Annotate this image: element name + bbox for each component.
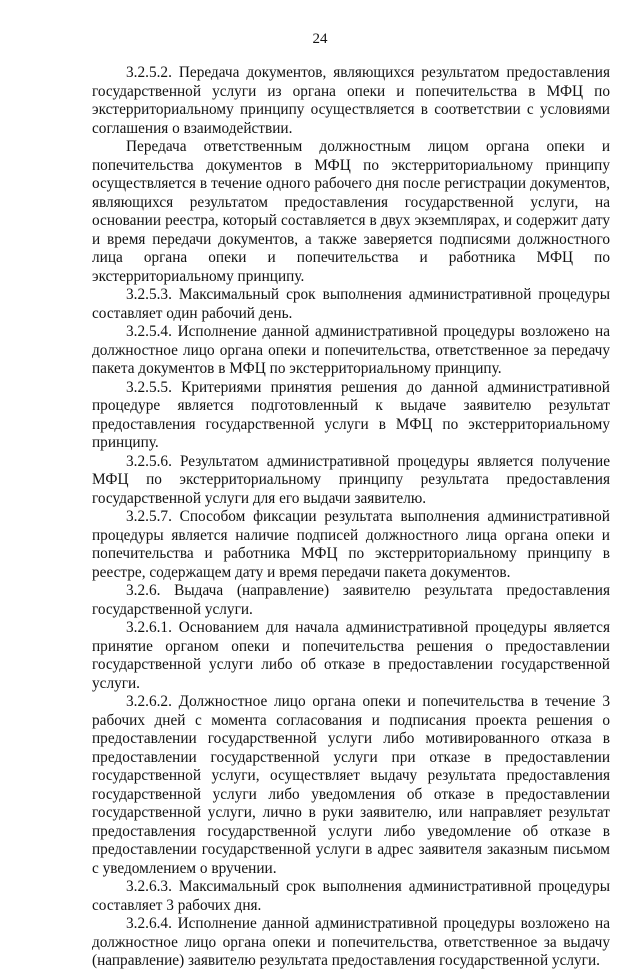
paragraph-transfer-details: Передача ответственным должностным лицом органа опеки и попечительства документов в МФЦ по экстерриториальному принципу осуществляется в течение одного рабочего дня после регистрации документов, являющихся результатом предоставления государственной услуги, на основании реестра, который составляется в двух экземплярах, и содержит дату и время передачи документов, а также заверяется подписями должностного лица органа опеки и попечительства и работника МФЦ по экстерриториальному принципу. xyxy=(92,138,610,285)
paragraph-3-2-5-3: 3.2.5.3. Максимальный срок выполнения административной процедуры составляет один рабочий день. xyxy=(92,286,610,322)
document-body xyxy=(92,64,610,971)
paragraph-3-2-5-5: 3.2.5.5. Критериями принятия решения до данной административной процедуре является подготовленный к выдаче заявителю результат предоставления государственной услуги в МФЦ по экстерриториальному принципу. xyxy=(92,378,610,451)
paragraph-3-2-5-7: 3.2.5.7. Способом фиксации результата выполнения административной процедуры является наличие подписей должностного лица органа опеки и попечительства и работника МФЦ по экстерриториальному принципу в реестре, содержащем дату и время передачи пакета документов. xyxy=(92,508,610,581)
paragraph-3-2-5-6: 3.2.5.6. Результатом административной процедуры является получение МФЦ по экстерриториальному принципу результата предоставления государственной услуги для его выдачи заявителю. xyxy=(92,452,610,507)
paragraph-3-2-5-4: 3.2.5.4. Исполнение данной административной процедуры возложено на должностное лицо органа опеки и попечительства, ответственное за передачу пакета документов в МФЦ по экстерриториальному принципу. xyxy=(92,323,610,377)
paragraph-3-2-5-2: 3.2.5.2. Передача документов, являющихся результатом предоставления государственной услуги из органа опеки и попечительства в МФЦ по экстерриториальному принципу осуществляется в соответствии с условиями соглашения о взаимодействии. xyxy=(92,64,610,137)
paragraph-3-2-6-3: 3.2.6.3. Максимальный срок выполнения административной процедуры составляет 3 рабочих дня. xyxy=(92,878,610,914)
paragraph-3-2-6-4: 3.2.6.4. Исполнение данной административной процедуры возложено на должностное лицо органа опеки и попечительства, ответственное за выдачу (направление) заявителю результата предоставления государственной услуги. xyxy=(92,915,610,969)
paragraph-3-2-6-1: 3.2.6.1. Основанием для начала административной процедуры является принятие органом опеки и попечительства решения о предоставлении государственной услуги либо об отказе в предоставлении государственной услуги. xyxy=(92,619,610,692)
paragraph-3-2-6-2: 3.2.6.2. Должностное лицо органа опеки и попечительства в течение 3 рабочих дней с момента согласования и подписания проекта решения о предоставлении государственной услуги либо мотивированного отказа в предоставлении государственной услуги при отказе в предоставлении государственной услуги, осуществляет выдачу результата предоставления государственной услуги либо уведомления об отказе в предоставлении государственной услуги, лично в руки заявителю, или направляет результат предоставления государственной услуги либо уведомление об отказе в предоставлении государственной услуги в адрес заявителя заказным письмом с уведомлением о вручении. xyxy=(92,693,610,877)
page-number: 24 xyxy=(312,31,328,47)
paragraph-3-2-6: 3.2.6. Выдача (направление) заявителю результата предоставления государственной услуги. xyxy=(92,582,610,618)
